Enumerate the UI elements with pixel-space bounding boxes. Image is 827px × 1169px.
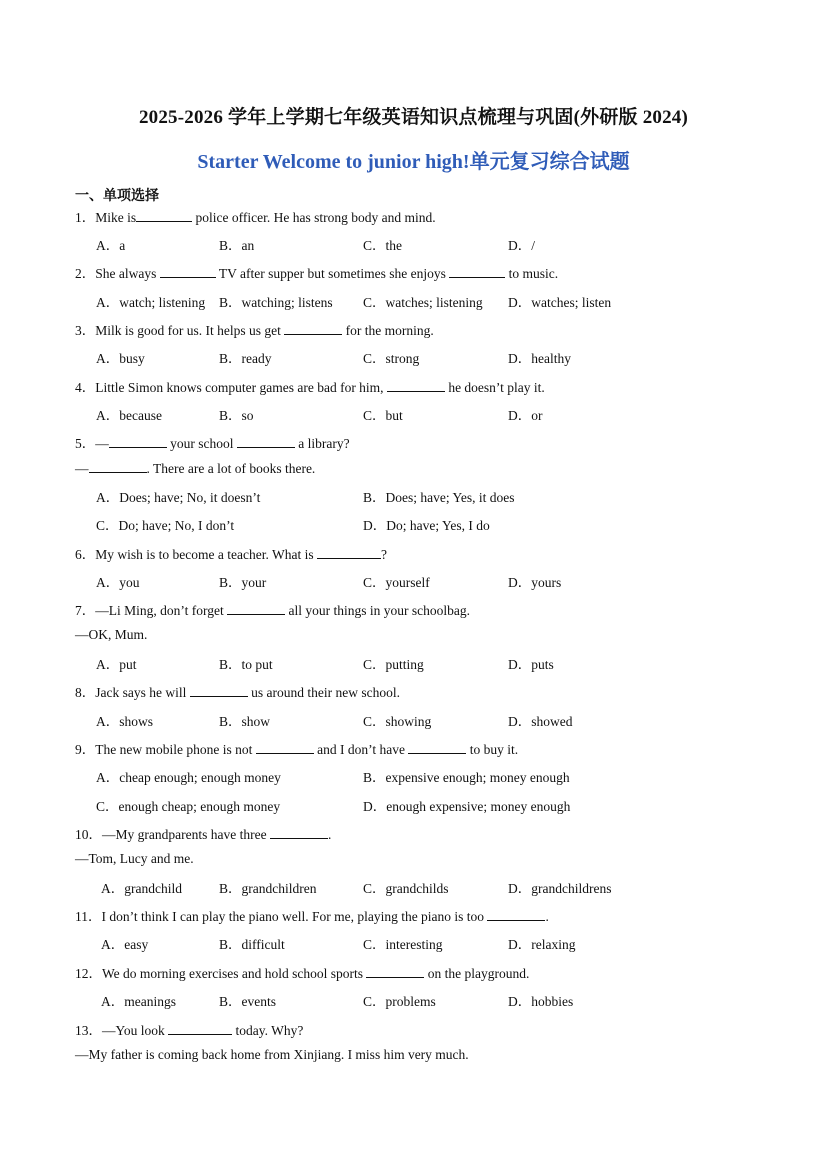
option-c: C．enough cheap; enough money <box>96 799 281 814</box>
option-d: D．/ <box>508 238 535 253</box>
option-c: C．interesting <box>363 937 443 952</box>
option-d: D．watches; listen <box>508 295 612 310</box>
option-c: C．strong <box>363 351 420 366</box>
option-b: B．to put <box>219 657 273 672</box>
option-d: D．showed <box>508 714 573 729</box>
option-d: D．grandchildrens <box>508 881 612 896</box>
option-c: C．watches; listening <box>363 295 483 310</box>
option-b: B．so <box>219 408 254 423</box>
option-c: C．problems <box>363 994 436 1009</box>
option-a: A．watch; listening <box>96 295 206 310</box>
option-a: A．cheap enough; enough money <box>96 770 281 785</box>
option-c: C．the <box>363 238 402 253</box>
question-4: 4．Little Simon knows computer games are bad for him, he doesn’t play it. <box>75 380 545 395</box>
option-a: A．shows <box>96 714 154 729</box>
option-b: B．events <box>219 994 276 1009</box>
option-d: D．enough expensive; money enough <box>363 799 571 814</box>
option-a: A．because <box>96 408 162 423</box>
option-a: A．easy <box>101 937 149 952</box>
option-c: C．grandchilds <box>363 881 449 896</box>
option-b: B．your <box>219 575 267 590</box>
option-b: B．show <box>219 714 271 729</box>
option-a: A．busy <box>96 351 145 366</box>
question-6: 6．My wish is to become a teacher. What is ? <box>75 547 387 562</box>
page-subtitle: Starter Welcome to junior high!单元复习综合试题 <box>197 151 630 173</box>
question-11: 11．I don’t think I can play the piano well. For me, playing the piano is too . <box>75 909 549 924</box>
option-a: A．grandchild <box>101 881 182 896</box>
question-12: 12．We do morning exercises and hold school sports on the playground. <box>75 966 530 981</box>
option-a: A．Does; have; No, it doesn’t <box>96 490 261 505</box>
option-b: B．watching; listens <box>219 295 333 310</box>
question-10: 10．—My grandparents have three . <box>75 827 332 842</box>
option-b: B．expensive enough; money enough <box>363 770 570 785</box>
question-2: 2．She always TV after supper but sometimes she enjoys to music. <box>75 266 559 281</box>
question-3: 3．Milk is good for us. It helps us get for the morning. <box>75 323 434 338</box>
option-a: A．a <box>96 238 126 253</box>
option-d: D．healthy <box>508 351 571 366</box>
option-d: D．yours <box>508 575 562 590</box>
question-9: 9．The new mobile phone is not and I don’t have to buy it. <box>75 742 519 757</box>
page-title: 2025-2026 学年上学期七年级英语知识点梳理与巩固(外研版 2024) <box>138 107 689 128</box>
question-8: 8．Jack says he will us around their new school. <box>75 685 400 700</box>
option-c: C．Do; have; No, I don’t <box>96 518 235 533</box>
option-b: B．ready <box>219 351 272 366</box>
question-10-reply: —Tom, Lucy and me. <box>75 851 194 866</box>
question-13: 13．—You look today. Why? <box>75 1023 304 1038</box>
question-7: 7．—Li Ming, don’t forget all your things in your schoolbag. <box>75 603 470 618</box>
option-b: B．an <box>219 238 255 253</box>
option-b: B．Does; have; Yes, it does <box>363 490 515 505</box>
question-5-reply: — . There are a lot of books there. <box>75 461 316 476</box>
option-d: D．puts <box>508 657 554 672</box>
question-13-reply: —My father is coming back home from Xinjiang. I miss him very much. <box>75 1047 469 1062</box>
option-a: A．meanings <box>101 994 176 1009</box>
option-c: C．yourself <box>363 575 430 590</box>
option-d: D．or <box>508 408 543 423</box>
section-heading: 一、单项选择 <box>75 188 159 204</box>
option-c: C．showing <box>363 714 432 729</box>
option-d: D．hobbies <box>508 994 574 1009</box>
option-a: A．put <box>96 657 137 672</box>
option-c: C．putting <box>363 657 424 672</box>
option-c: C．but <box>363 408 403 423</box>
question-1: 1．Mike is police officer. He has strong body and mind. <box>75 210 436 225</box>
option-d: D．Do; have; Yes, I do <box>363 518 490 533</box>
question-5: 5．— your school a library? <box>75 436 350 451</box>
option-b: B．grandchildren <box>219 881 317 896</box>
option-a: A．you <box>96 575 140 590</box>
option-b: B．difficult <box>219 937 285 952</box>
question-7-reply: —OK, Mum. <box>75 627 148 642</box>
option-d: D．relaxing <box>508 937 576 952</box>
